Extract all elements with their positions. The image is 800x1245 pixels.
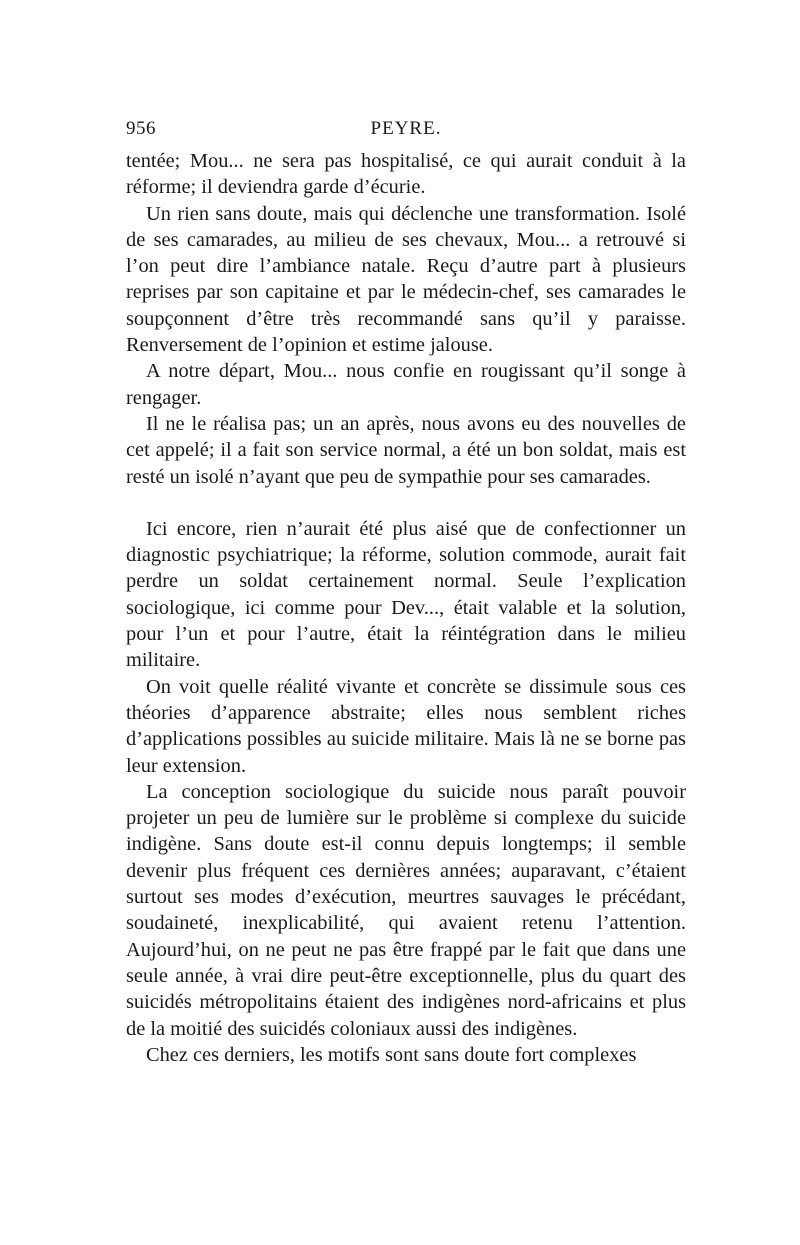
section-gap	[126, 490, 686, 516]
running-title: PEYRE.	[370, 118, 442, 139]
book-page	[126, 118, 686, 1068]
paragraph-4: Il ne le réalisa pas; un an après, nous avons eu des nouvelles de cet appelé; il a fait son service normal, a été un bon soldat, mais est resté un isolé n’ayant que peu de sympathie pour ses camarades.	[126, 412, 686, 488]
paragraph-3: A notre départ, Mou... nous confie en rougissant qu’il songe à rengager.	[126, 360, 686, 409]
page-number: 956	[126, 118, 156, 139]
running-head	[126, 118, 686, 148]
paragraph-1-continuation: tentée; Mou... ne sera pas hospitalisé, ce qui aurait conduit à la réforme; il deviendra garde d’écurie.	[126, 150, 686, 199]
paragraph-7: La conception sociologique du suicide nous paraît pouvoir projeter un peu de lumière sur le problème si complexe du suicide indigène. Sans doute est-il connu depuis longtemps; il semble devenir plus fréquent ces dernières années; auparavant, c’étaient surtout ses modes d’exécution, meurtres sauvages le précédant, soudaineté, inexplicabilité, qui avaient retenu l’attention. Aujourd’hui, on ne peut ne pas être frappé par le fait que dans une seule année, à vrai dire peut-être exceptionnelle, plus du quart des suicidés métropolitains étaient des indigènes nord-africains et plus de la moitié des suicidés coloniaux aussi des indigènes.	[126, 780, 686, 1040]
paragraph-5: Ici encore, rien n’aurait été plus aisé que de confectionner un diagnostic psychiatrique; la réforme, solution commode, aurait fait perdre un soldat certainement normal. Seule l’explication sociologique, ici comme pour Dev..., était valable et la solution, pour l’un et pour l’autre, était la réintégration dans le milieu militaire.	[126, 517, 686, 672]
paragraph-6: On voit quelle réalité vivante et concrète se dissimule sous ces théories d’apparence abstraite; elles nous semblent riches d’applications possibles au suicide militaire. Mais là ne se borne pas leur extension.	[126, 675, 686, 777]
paragraph-8-start: Chez ces derniers, les motifs sont sans doute fort complexes	[146, 1043, 637, 1066]
paragraph-2: Un rien sans doute, mais qui déclenche une transformation. Isolé de ses camarades, au milieu de ses chevaux, Mou... a retrouvé si l’on peut dire l’ambiance natale. Reçu d’autre part à plusieurs reprises par son capitaine et par le médecin-chef, ses camarades le soupçonnent d’être très recommandé sans qu’il y paraisse. Renversement de l’opinion et estime jalouse.	[126, 202, 686, 357]
